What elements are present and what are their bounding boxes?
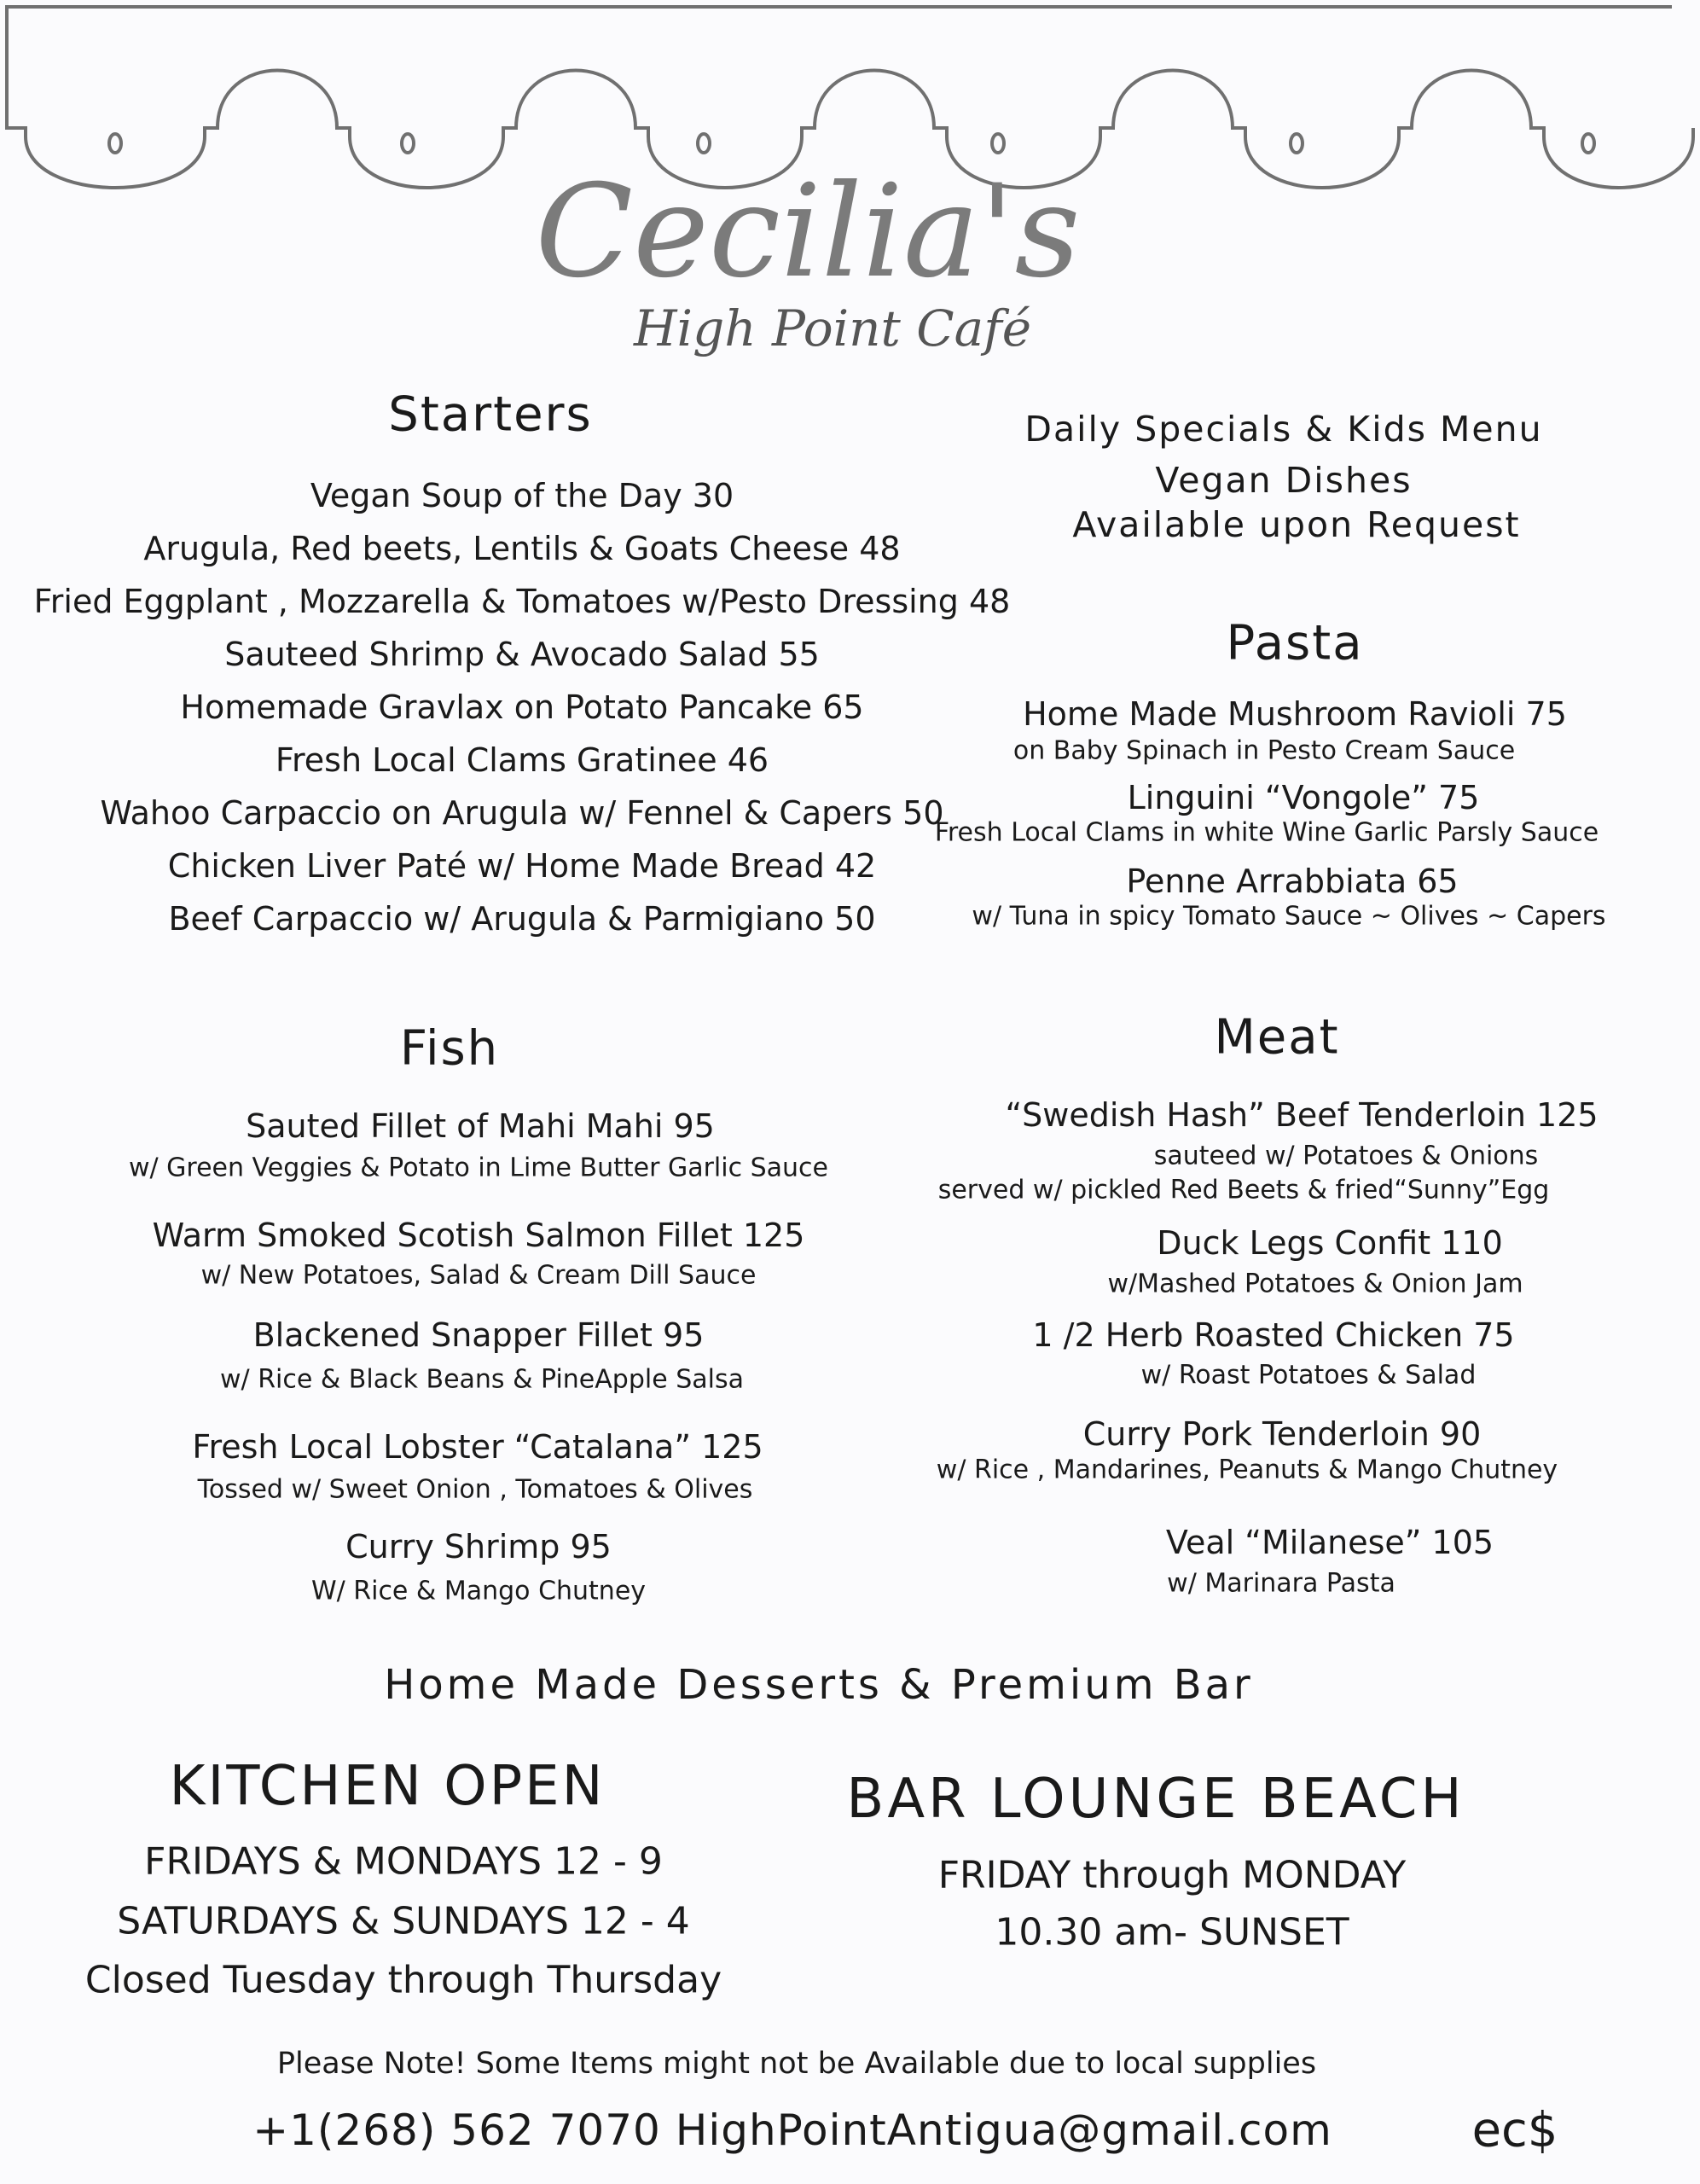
menu-item: Chicken Liver Paté w/ Home Made Bread 42 [167,847,877,885]
fish-heading: Fish [399,1020,500,1077]
menu-item: Veal “Milanese” 105 [1165,1524,1494,1561]
menu-item: Sauted Fillet of Mahi Mahi 95 [246,1107,715,1145]
menu-item: Vegan Soup of the Day 30 [310,477,734,514]
bar-hours: FRIDAY through MONDAY [937,1853,1407,1897]
menu-item-desc: sauteed w/ Potatoes & Onions [1153,1141,1539,1171]
currency-label: ec$ [1471,2102,1558,2158]
specials-line: Available upon Request [1072,504,1521,545]
menu-item-desc: w/ Green Veggies & Potato in Lime Butter Garlic Sauce [128,1153,829,1183]
menu-item: “Swedish Hash” Beef Tenderloin 125 [1005,1096,1598,1134]
menu-item: Sauteed Shrimp & Avocado Salad 55 [224,636,820,673]
starters-list [34,469,1011,945]
kitchen-heading: KITCHEN OPEN [169,1755,606,1818]
menu-item: Curry Pork Tenderloin 90 [1082,1415,1482,1453]
menu-item: Home Made Mushroom Ravioli 75 [1023,695,1567,733]
bar-heading: BAR LOUNGE BEACH [846,1768,1465,1831]
menu-item-desc: W/ Rice & Mango Chutney [310,1576,647,1606]
kitchen-hours: SATURDAYS & SUNDAYS 12 - 4 [117,1899,690,1943]
specials-line: Daily Specials & Kids Menu [1024,409,1543,450]
menu-item-desc: on Baby Spinach in Pesto Cream Sauce [1012,735,1516,766]
menu-item-desc: w/ Rice , Mandarines, Peanuts & Mango Chutney [936,1455,1558,1485]
menu-item: 1 /2 Herb Roasted Chicken 75 [1032,1316,1515,1354]
menu-item: Homemade Gravlax on Potato Pancake 65 [180,688,864,726]
desserts-bar-banner: Home Made Desserts & Premium Bar [384,1661,1254,1709]
menu-item-desc: Tossed w/ Sweet Onion , Tomatoes & Olives [197,1474,753,1505]
menu-item: Arugula, Red beets, Lentils & Goats Cheese 48 [143,530,901,567]
logo-name: Cecilia's [535,158,1081,306]
kitchen-hours: FRIDAYS & MONDAYS 12 - 9 [144,1839,663,1884]
kitchen-hours: Closed Tuesday through Thursday [84,1958,722,2002]
menu-item: Fresh Local Lobster “Catalana” 125 [192,1428,763,1466]
menu-item-desc: w/ Tuna in spicy Tomato Sauce ~ Olives ~ Capers [972,901,1606,932]
menu-item-desc: served w/ pickled Red Beets & fried“Sunny”Egg [937,1175,1550,1205]
menu-item-desc: Fresh Local Clams in white Wine Garlic Parsly Sauce [934,817,1599,848]
menu-item-desc: w/ Rice & Black Beans & PineApple Salsa [220,1364,744,1395]
menu-item-desc: w/ New Potatoes, Salad & Cream Dill Sauce [200,1260,757,1291]
menu-item: Beef Carpaccio w/ Arugula & Parmigiano 50 [168,900,876,938]
menu-item: Duck Legs Confit 110 [1157,1224,1503,1262]
starters-heading: Starters [388,386,593,443]
bar-hours: 10.30 am- SUNSET [995,1910,1349,1955]
menu-item-desc: w/ Marinara Pasta [1167,1568,1395,1599]
menu-item: Linguini “Vongole” 75 [1127,779,1480,816]
menu-item: Curry Shrimp 95 [345,1528,612,1565]
menu-item-desc: w/ Roast Potatoes & Salad [1140,1360,1477,1391]
menu-item: Warm Smoked Scotish Salmon Fillet 125 [152,1217,805,1254]
menu-item: Penne Arrabbiata 65 [1126,863,1459,900]
pasta-heading: Pasta [1226,615,1364,671]
menu-item: Fresh Local Clams Gratinee 46 [275,741,769,779]
logo-subtitle: High Point Café [633,299,1032,357]
availability-note: Please Note! Some Items might not be Available due to local supplies [276,2047,1317,2081]
menu-item: Fried Eggplant , Mozzarella & Tomatoes w/Pesto Dressing 48 [33,583,1011,620]
meat-heading: Meat [1214,1009,1340,1066]
specials-line: Vegan Dishes [1155,460,1413,501]
contact-info: +1(268) 562 7070 HighPointAntigua@gmail.com [252,2106,1332,2155]
menu-item: Wahoo Carpaccio on Arugula w/ Fennel & Capers 50 [100,794,944,832]
menu-item-desc: w/Mashed Potatoes & Onion Jam [1107,1269,1523,1299]
menu-item: Blackened Snapper Fillet 95 [252,1316,705,1354]
